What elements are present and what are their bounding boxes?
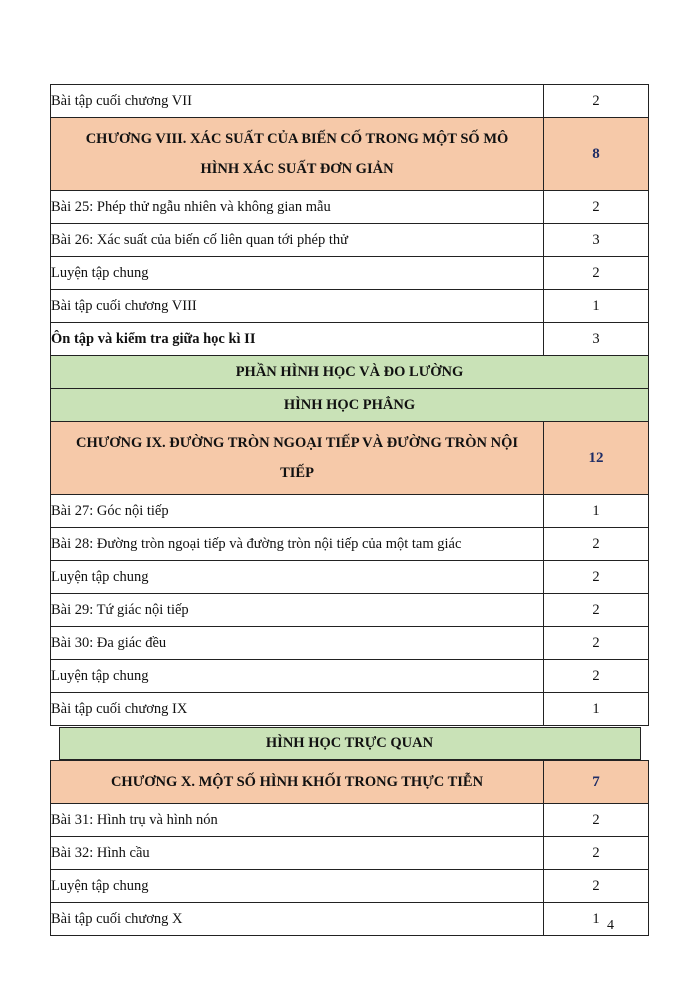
review-name: Ôn tập và kiểm tra giữa học kì II bbox=[51, 323, 544, 356]
table-row bbox=[51, 594, 649, 627]
chapter-title: CHƯƠNG X. MỘT SỐ HÌNH KHỐI TRONG THỰC TIỄN bbox=[51, 761, 544, 804]
chapter-title: CHƯƠNG VIII. XÁC SUẤT CỦA BIẾN CỐ TRONG MỘT SỐ MÔ HÌNH XÁC SUẤT ĐƠN GIẢN bbox=[51, 118, 544, 191]
chapter-period-count: 12 bbox=[544, 422, 649, 495]
chapter-title: CHƯƠNG IX. ĐƯỜNG TRÒN NGOẠI TIẾP VÀ ĐƯỜNG TRÒN NỘI TIẾP bbox=[51, 422, 544, 495]
section-row bbox=[51, 356, 649, 389]
section-title: HÌNH HỌC TRỰC QUAN bbox=[59, 727, 641, 760]
period-count: 2 bbox=[544, 660, 649, 693]
table-row bbox=[51, 495, 649, 528]
table-row bbox=[51, 660, 649, 693]
lesson-name: Bài 27: Góc nội tiếp bbox=[51, 495, 544, 528]
period-count: 2 bbox=[544, 870, 649, 903]
lesson-name: Bài tập cuối chương IX bbox=[51, 693, 544, 726]
period-count: 2 bbox=[544, 804, 649, 837]
lesson-name: Bài tập cuối chương X bbox=[51, 903, 544, 936]
table-row bbox=[51, 903, 649, 936]
period-count: 2 bbox=[544, 837, 649, 870]
lesson-name: Bài 28: Đường tròn ngoại tiếp và đường tròn nội tiếp của một tam giác bbox=[51, 528, 544, 561]
chapter-row bbox=[51, 422, 649, 495]
period-count: 2 bbox=[544, 191, 649, 224]
lesson-name: Luyện tập chung bbox=[51, 870, 544, 903]
table-row bbox=[51, 870, 649, 903]
table-row bbox=[51, 224, 649, 257]
lesson-name: Luyện tập chung bbox=[51, 660, 544, 693]
table-row bbox=[51, 837, 649, 870]
lesson-name: Bài 32: Hình cầu bbox=[51, 837, 544, 870]
chapter-period-count: 8 bbox=[544, 118, 649, 191]
lesson-name: Bài 25: Phép thử ngẫu nhiên và không gian mẫu bbox=[51, 191, 544, 224]
table-row bbox=[51, 290, 649, 323]
section-row bbox=[51, 389, 649, 422]
period-count: 2 bbox=[544, 627, 649, 660]
lesson-name: Bài 30: Đa giác đều bbox=[51, 627, 544, 660]
chapter-row bbox=[51, 118, 649, 191]
chapter-period-count: 7 bbox=[544, 761, 649, 804]
table-row bbox=[51, 693, 649, 726]
lesson-name: Bài tập cuối chương VII bbox=[51, 85, 544, 118]
table-row bbox=[51, 804, 649, 837]
period-count: 1 bbox=[544, 693, 649, 726]
page-number: 4 bbox=[607, 918, 614, 933]
section-title: HÌNH HỌC PHẲNG bbox=[51, 389, 649, 422]
period-count: 2 bbox=[544, 594, 649, 627]
review-row bbox=[51, 323, 649, 356]
period-count: 3 bbox=[544, 323, 649, 356]
period-count: 2 bbox=[544, 257, 649, 290]
table-row bbox=[51, 627, 649, 660]
table-row bbox=[51, 191, 649, 224]
table-row bbox=[51, 528, 649, 561]
period-count: 1 bbox=[544, 903, 649, 936]
period-count: 3 bbox=[544, 224, 649, 257]
period-count: 2 bbox=[544, 85, 649, 118]
period-count: 1 bbox=[544, 290, 649, 323]
lesson-name: Luyện tập chung bbox=[51, 561, 544, 594]
lesson-name: Bài 26: Xác suất của biến cố liên quan tới phép thử bbox=[51, 224, 544, 257]
lesson-name: Bài tập cuối chương VIII bbox=[51, 290, 544, 323]
period-count: 2 bbox=[544, 561, 649, 594]
period-count: 1 bbox=[544, 495, 649, 528]
lesson-plan-table bbox=[50, 84, 649, 936]
lesson-name: Bài 31: Hình trụ và hình nón bbox=[51, 804, 544, 837]
chapter-row bbox=[51, 761, 649, 804]
table-row bbox=[51, 85, 649, 118]
table-row bbox=[51, 257, 649, 290]
period-count: 2 bbox=[544, 528, 649, 561]
lesson-name: Bài 29: Tứ giác nội tiếp bbox=[51, 594, 544, 627]
section-row bbox=[51, 726, 649, 761]
lesson-name: Luyện tập chung bbox=[51, 257, 544, 290]
section-title: PHẦN HÌNH HỌC VÀ ĐO LƯỜNG bbox=[51, 356, 649, 389]
table-row bbox=[51, 561, 649, 594]
